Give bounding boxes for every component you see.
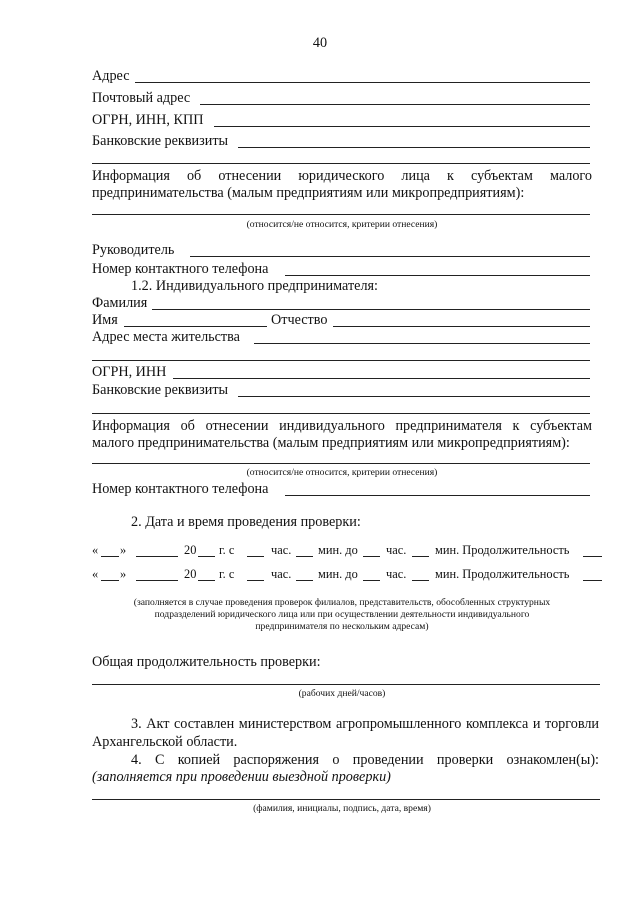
time-note-2: подразделений юридического лица или при осуществлении деятельности индивидуального [154, 609, 530, 620]
ip-small-business-hint: (относится/не относится, критерии отнесения) [246, 467, 438, 478]
end-hour-field[interactable] [363, 556, 380, 557]
year-prefix: 20 [184, 543, 197, 557]
individual-heading: 1.2. Индивидуального предпринимателя: [131, 278, 378, 294]
total-duration-field[interactable] [92, 684, 600, 685]
time-note-1: (заполняется в случае проведения проверок филиалов, представительств, обособленных структурных [133, 597, 551, 608]
end-minute-field[interactable] [412, 580, 429, 581]
surname-field[interactable] [152, 309, 590, 310]
act-text-2: Архангельской области. [92, 734, 238, 750]
ip-bank-details-field-2[interactable] [92, 413, 590, 414]
end-hour-field[interactable] [363, 580, 380, 581]
residence-label: Адрес места жительства [92, 329, 240, 345]
ip-phone-label: Номер контактного телефона [92, 481, 269, 497]
start-hour-field[interactable] [247, 556, 264, 557]
duration-label: мин. Продолжительность [435, 567, 570, 581]
year-field[interactable] [198, 580, 215, 581]
small-business-text-1: Информация об отнесении юридического лица к субъектам малого [92, 168, 592, 184]
bank-details-label: Банковские реквизиты [92, 133, 229, 149]
duration-label: мин. Продолжительность [435, 543, 570, 557]
acquaintance-text-2: (заполняется при проведении выездной проверки) [92, 769, 391, 785]
ip-phone-field[interactable] [285, 495, 590, 496]
act-text-1: 3. Акт составлен министерством агропромышленного комплекса и торговли [131, 716, 599, 732]
ogrn-inn-kpp-field[interactable] [214, 126, 590, 127]
page-number: 40 [312, 35, 328, 51]
acquaintance-field[interactable] [92, 799, 600, 800]
open-quote: « [92, 567, 99, 581]
name-label: Имя [92, 312, 118, 328]
ip-small-business-field[interactable] [92, 463, 590, 464]
close-quote: » [120, 567, 127, 581]
residence-field[interactable] [254, 343, 590, 344]
hours-label: час. [271, 567, 292, 581]
small-business-text-2: предпринимательства (малым предприятиям или микропредприятиям): [92, 185, 525, 201]
ogrn-inn-kpp-label: ОГРН, ИНН, КПП [92, 112, 204, 128]
start-hour-field[interactable] [247, 580, 264, 581]
hours2-label: час. [386, 567, 407, 581]
inspection-time-heading: 2. Дата и время проведения проверки: [131, 514, 361, 530]
year-field[interactable] [198, 556, 215, 557]
hours2-label: час. [386, 543, 407, 557]
year-prefix: 20 [184, 567, 197, 581]
ogrn-inn-field[interactable] [173, 378, 590, 379]
duration-field[interactable] [583, 556, 602, 557]
residence-field-2[interactable] [92, 360, 590, 361]
head-field[interactable] [190, 256, 590, 257]
total-duration-hint: (рабочих дней/часов) [298, 688, 386, 699]
ip-bank-details-field[interactable] [238, 396, 590, 397]
open-quote: « [92, 543, 99, 557]
phone-label: Номер контактного телефона [92, 261, 269, 277]
month-field[interactable] [136, 556, 178, 557]
start-minute-field[interactable] [296, 556, 313, 557]
patronymic-label: Отчество [271, 312, 328, 328]
end-minute-field[interactable] [412, 556, 429, 557]
acquaintance-text-1: 4. С копией распоряжения о проведении проверки ознакомлен(ы): [131, 752, 599, 768]
address-label: Адрес [92, 68, 130, 84]
ip-small-business-text-1: Информация об отнесении индивидуального предпринимателя к субъектам [92, 418, 592, 434]
surname-label: Фамилия [92, 295, 148, 311]
ogrn-inn-label: ОГРН, ИНН [92, 364, 167, 380]
day-field[interactable] [101, 556, 119, 557]
patronymic-field[interactable] [333, 326, 590, 327]
minutes-to-label: мин. до [318, 567, 358, 581]
month-field[interactable] [136, 580, 178, 581]
name-field[interactable] [124, 326, 267, 327]
head-label: Руководитель [92, 242, 175, 258]
postal-address-field[interactable] [200, 104, 590, 105]
acquaintance-hint: (фамилия, инициалы, подпись, дата, время) [253, 803, 431, 814]
ip-bank-details-label: Банковские реквизиты [92, 382, 229, 398]
bank-details-field[interactable] [238, 147, 590, 148]
start-minute-field[interactable] [296, 580, 313, 581]
year-suffix: г. с [219, 543, 235, 557]
phone-field[interactable] [285, 275, 590, 276]
small-business-hint: (относится/не относится, критерии отнесения) [246, 219, 438, 230]
bank-details-field-2[interactable] [92, 163, 590, 164]
year-suffix: г. с [219, 567, 235, 581]
minutes-to-label: мин. до [318, 543, 358, 557]
hours-label: час. [271, 543, 292, 557]
ip-small-business-text-2: малого предпринимательства (малым предприятиям или микропредприятиям): [92, 435, 570, 451]
duration-field[interactable] [583, 580, 602, 581]
address-field[interactable] [135, 82, 590, 83]
small-business-field[interactable] [92, 214, 590, 215]
time-note-3: предпринимателя по нескольким адресам) [255, 621, 429, 632]
total-duration-label: Общая продолжительность проверки: [92, 654, 321, 670]
day-field[interactable] [101, 580, 119, 581]
close-quote: » [120, 543, 127, 557]
postal-address-label: Почтовый адрес [92, 90, 191, 106]
